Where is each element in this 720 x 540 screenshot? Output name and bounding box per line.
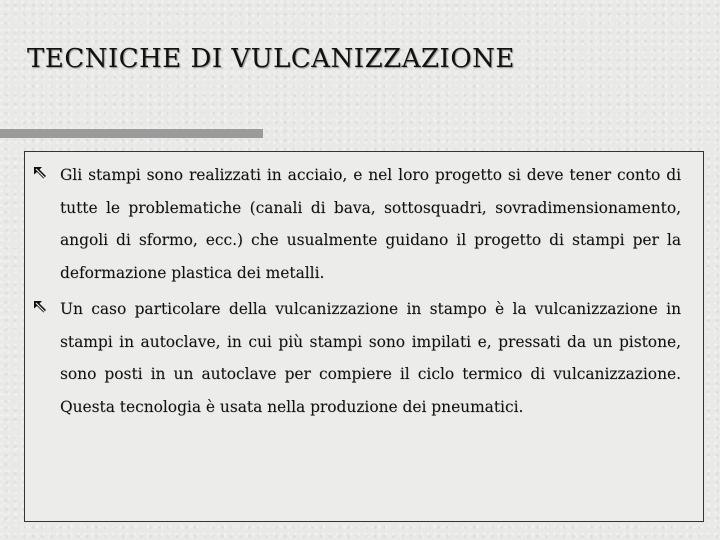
title-underline-bar <box>0 129 263 138</box>
bullet-text-2: Un caso particolare della vulcanizzazione in stampo è la vulcanizzazione in stampi in autoclave, in cui più stampi sono impilati e, pressati da un pistone, sono posti in un autoclave per compiere il ciclo termico di vulcanizzazione. Questa tecnologia è usata nella produzione dei pneumatici. <box>60 300 681 416</box>
slide-title: TECNICHE DI VULCANIZZAZIONE <box>27 44 515 74</box>
bullet-arrow-icon <box>32 299 48 315</box>
bullet-arrow-icon <box>32 165 48 181</box>
bullet-item-2 <box>25 293 703 428</box>
content-box <box>24 151 704 522</box>
bullet-text-1: Gli stampi sono realizzati in acciaio, e nel loro progetto si deve tener conto di tutte le problematiche (canali di bava, sottosquadri, sovradimensionamento, angoli di sformo, ecc.) che usualmente guidano il progetto di stampi per la deformazione plastica dei metalli. <box>60 166 681 282</box>
bullet-item-1 <box>25 159 703 294</box>
